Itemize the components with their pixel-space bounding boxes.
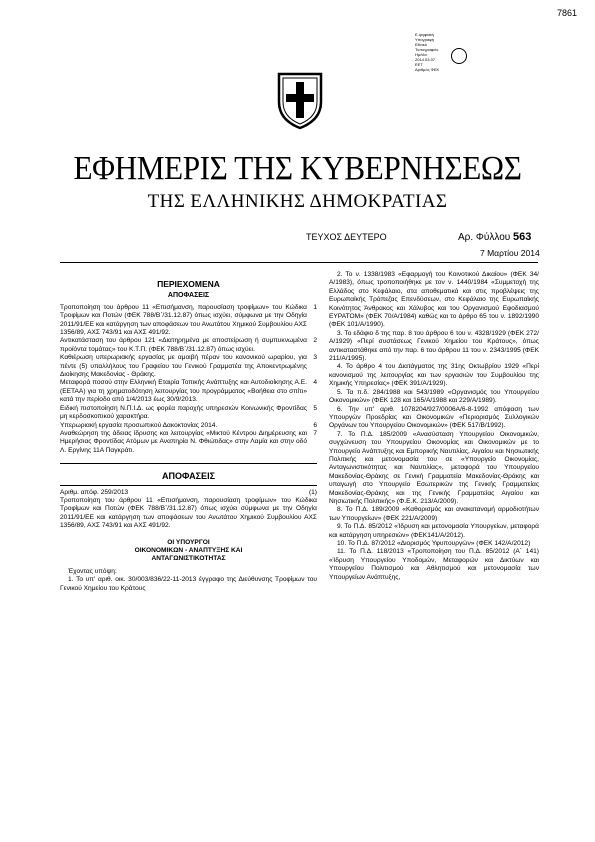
toc-item-text: Αντικατάσταση του άρθρου 121 «Διατηρημένα με αποστείρωση ή συμπυκνωμένα προϊόντα τομάτας» του Κ.Τ.Π. (ΦΕΚ 788/Β΄/31.12.87) όπως ισχύει.: [60, 337, 307, 353]
toc-item-page: 2: [313, 337, 317, 345]
ministers-heading-line2: ΟΙΚΟΝΟΜΙΚΩΝ - ΑΝΑΠΤΥΞΗΣ ΚΑΙ: [134, 546, 243, 554]
toc-divider: [60, 463, 317, 464]
regard-point: 8. Το Π.Δ. 189/2009 «Καθορισμός και ανακατανομή αρμοδιοτήτων των Υπουργείων» (ΦΕΚ 221/Α/2009): [329, 506, 539, 522]
regard-point: 9. Το Π.Δ. 85/2012 «Ίδρυση και μετονομασία Υπουργείων, μεταφορά και κατάργηση υπηρεσιών» (ΦΕΚ141/Α/2012).: [329, 523, 539, 539]
regard-point: 10. Το Π.Δ. 87/2012 «Διορισμός Υφυπουργών» (ΦΕΚ 142/Α/2012): [337, 540, 531, 547]
masthead-title: ΕΦΗΜΕΡΙΣ ΤΗΣ ΚΥΒΕΡΝΗΣΕΩΣ: [73, 150, 522, 187]
stamp-line: Τυπογραφείο: [415, 47, 439, 52]
ministers-heading-line3: ΑΝΤΑΓΩΝΙΣΤΙΚΟΤΗΤΑΣ: [151, 555, 226, 563]
sheet-prefix: Αρ. Φύλλου: [458, 232, 514, 243]
regard-point: 6. Την υπ' αριθ. 1078204/927/0006Α/6-8-1992 απόφαση των Υπουργών Προεδρίας και Οικονομικών «Περιορισμός Συλλογικών Οργάνων του Υπουργείου Οικονομικών» (ΦΕΚ 517/Β/1992).: [329, 405, 539, 430]
toc-item-text: Αναθεώρηση της άδειας ίδρυσης και λειτουργίας «Μικτού Κέντρου Διημέρευσης και Ημερήσιας Φροντίδας Ατόμων με Αναπηρία Ν. Φθιώτιδας» στην Λαμία και στην οδό Λ. Εργίνης 11Α Παγκράτι.: [60, 429, 307, 454]
regard-point: 4. Το άρθρο 4 του Διατάγματος της 31ης Οκτωβρίου 1929 «Περί κανονισμού της λειτουργίας και των εργασιών του Συμβουλίου της Χημικής Υπηρεσίας» (ΦΕΚ 391/Α/1929).: [329, 363, 539, 388]
toc-item-page: 1: [313, 303, 317, 311]
coat-of-arms-icon: [275, 72, 325, 130]
header-divider: [60, 262, 538, 263]
regard-point: 1. Το υπ' αριθ. οικ. 30/003/836/22-11-2013 έγγραφο της Διεύθυνσης Τροφίμων του Γενικού Χημείου του Κράτους: [60, 576, 317, 592]
regard-point: 11. Το Π.Δ. 118/2013 «Τροποποίηση του Π.Δ. 85/2012 (Α΄ 141) «Ίδρυση Υπουργείου Υποδομών, Μεταφορών και Δικτύων και Υπουργείου Πολιτισμού και Αθλητισμού και μετονομασία των Υπουργείων Ανάπτυξης,: [329, 548, 539, 581]
issue-date: 7 Μαρτίου 2014: [480, 248, 540, 258]
decision-number: Αριθμ. απόφ. 259/2013: [60, 488, 129, 496]
stamp-line: Ε.ψηφιακή: [415, 32, 434, 37]
masthead-subtitle: ΤΗΣ ΕΛΛΗΝΙΚΗΣ ΔΗΜΟΚΡΑΤΙΑΣ: [147, 191, 448, 212]
regard-point: 7. Το Π.Δ. 185/2009 «Ανασύσταση Υπουργείου Οικονομικών, συγχώνευση του Υπουργείου Οικονομίας και Οικονομικών με το Υπουργείο Ανάπτυξης και Εμπορικής Ναυτιλίας, Αιγαίου και Νησιωτικής Πολιτικής και μετονομασία του σε «Υπουργείο Οικονομίας, Ανταγωνιστικότητας και Ναυτιλίας», μεταφορά του Υπουργείου Μακεδονίας-Θράκης σε Γενική Γραμματεία Μακεδονίας-Θράκης και υπαγωγή στο Υπουργείο Εσωτερικών της Γενικής Γραμματείας Μακεδονίας-Θράκης και της Γενικής Γραμματείας Αιγαίου και Νησιωτικής Πολιτικής» (Φ.Ε.Κ. 213/Α/2009).: [329, 430, 539, 505]
toc-item: [60, 304, 317, 338]
toc-item-text: Μεταφορά ποσού στην Ελληνική Εταιρία Τοπικής Ανάπτυξης και Αυτοδιοίκησης Α.Ε. (ΕΕΤΑΑ) για τη χρηματοδότηση λειτουργίας του προγράμματος «Βοήθεια στο σπίτι» κατά την περίοδο από 1/4/2013 έως 30/9/2013.: [60, 379, 307, 404]
stamp-line: Εθνικό: [415, 42, 427, 47]
toc-item: [60, 379, 317, 404]
decision-number-row: [60, 489, 317, 497]
toc-section: ΑΠΟΦΑΣΕΙΣ: [167, 292, 210, 300]
decisions-title: ΑΠΟΦΑΣΕΙΣ: [162, 471, 215, 482]
sheet-number-value: 563: [513, 231, 532, 243]
toc-item-page: 7: [313, 429, 317, 437]
decision-index: (1): [308, 488, 317, 496]
stamp-line: Υπογραφή: [415, 37, 435, 42]
right-column: [329, 271, 539, 582]
stamp-line: Αριθμός ΦΕΚ: [415, 67, 440, 72]
stamp-line: 2014.03.07: [415, 57, 436, 62]
toc-item: [60, 430, 317, 455]
regard-point: 2. Το ν. 1338/1983 «Εφαρμογή του Κοινοτικού Δικαίου» (ΦΕΚ 34/Α/1983), όπως τροποποιήθηκε με τον ν. 1440/1984 «Συμμετοχή της Ελλάδος στο Κεφάλαιο, στα αποθεματικά και στις προβλέψεις της Ευρωπαϊκής Τράπεζας Επενδύσεων, στο Κεφάλαιο της Ευρωπαϊκής Κοινότητος Άνθρακος και Χάλυβος και του Οργανισμού Εφοδιασμού ΕΥΡΑΤΟΜ» (ΦΕΚ 70/Α/1984) καθώς και το άρθρο 65 του ν. 1892/1990 (ΦΕΚ 101/Α/1990).: [329, 271, 539, 329]
toc-item-text: Υπερωριακή εργασία προσωπικού Δακοκτονίας 2014.: [60, 421, 218, 429]
toc-item-page: 4: [313, 379, 317, 387]
seal-icon: [451, 48, 467, 64]
toc-item-page: 5: [313, 404, 317, 412]
decision-title: Τροποποίηση του άρθρου 11 «Επισήμανση, παρουσίαση τροφίμων» του Κώδικα Τροφίμων και Ποτών (ΦΕΚ 788/Β΄/31.12.87) όπως ισχύει σύμφωνα με την Οδηγία 2011/91/ΕΕ και κατάργηση των αποφάσεων του Ανωτάτου Χημικού Συμβουλίου ΑΧΣ 1356/89, ΑΧΣ 743/91 και ΑΧΣ 491/92.: [60, 496, 317, 530]
toc-item: [60, 354, 317, 379]
toc-item-page: 6: [313, 421, 317, 429]
ministers-heading: ΟΙ ΥΠΟΥΡΓΟΙ: [167, 538, 210, 546]
toc-title: ΠΕΡΙΕΧΟΜΕΝΑ: [157, 279, 220, 289]
toc-item: [60, 405, 317, 422]
regard-point: 3. Το εδάφιο δ της παρ. 8 του άρθρου 6 του ν. 4328/1929 (ΦΕΚ 272/Α/1929) «Περί συστάσεως Γενικού Χημείου του Κράτους», όπως αντικαταστάθηκε από την παρ. 6 του άρθρου 11 του ν. 2343/1995 (ΦΕΚ 211/Α/1995).: [329, 329, 539, 363]
left-column: [60, 280, 317, 593]
page-number: 7861: [557, 8, 578, 18]
toc-item-page: 3: [313, 354, 317, 362]
sheet-number: [458, 231, 531, 243]
stamp-line: Ημ/νία:: [415, 52, 428, 57]
toc-item: [60, 422, 317, 430]
having-regard: Έχοντας υπόψη:: [68, 567, 117, 575]
decisions-divider: [60, 485, 317, 486]
toc-item-text: Τροποποίηση του άρθρου 11 «Επισήμανση, παρουσίαση τροφίμων» του Κώδικα Τροφίμων και Ποτών (ΦΕΚ 788/Β΄/31.12.87) όπως ισχύει, σύμφωνα με την Οδηγία 2011/91/ΕΕ και κατάργηση των αποφάσεων του Ανωτάτου Χημικού Συμβουλίου ΑΧΣ 1356/89, ΑΧΣ 743/91 και ΑΧΣ 491/92.: [60, 303, 307, 337]
digital-signature-stamp: [415, 32, 465, 72]
toc-item: [60, 337, 317, 354]
toc-item-text: Ειδική πιστοποίηση Ν.Π.Ι.Δ. ως φορέα παροχής υπηρεσιών Κοινωνικής Φροντίδας μη κερδοσκοπικού χαρακτήρα.: [60, 404, 307, 421]
issue-label: ΤΕΥΧΟΣ ΔΕΥΤΕΡΟ: [306, 232, 387, 242]
stamp-line: EET: [415, 62, 423, 67]
regard-point: 5. Τα π.δ. 284/1988 και 543/1989 «Οργανισμός του Υπουργείου Οικονομικών» (ΦΕΚ 128 και 165/Α/1988 και 229/Α/1989).: [329, 388, 539, 405]
toc-item-text: Καθιέρωση υπερωριακής εργασίας με αμοιβή πέραν του κανονικού ωραρίου, για πέντε (5) υπαλλήλους του Γραφείου του Γενικού Γραμματέα της Αποκεντρωμένης Διοίκησης Μακεδονίας - Θράκης.: [60, 354, 307, 379]
